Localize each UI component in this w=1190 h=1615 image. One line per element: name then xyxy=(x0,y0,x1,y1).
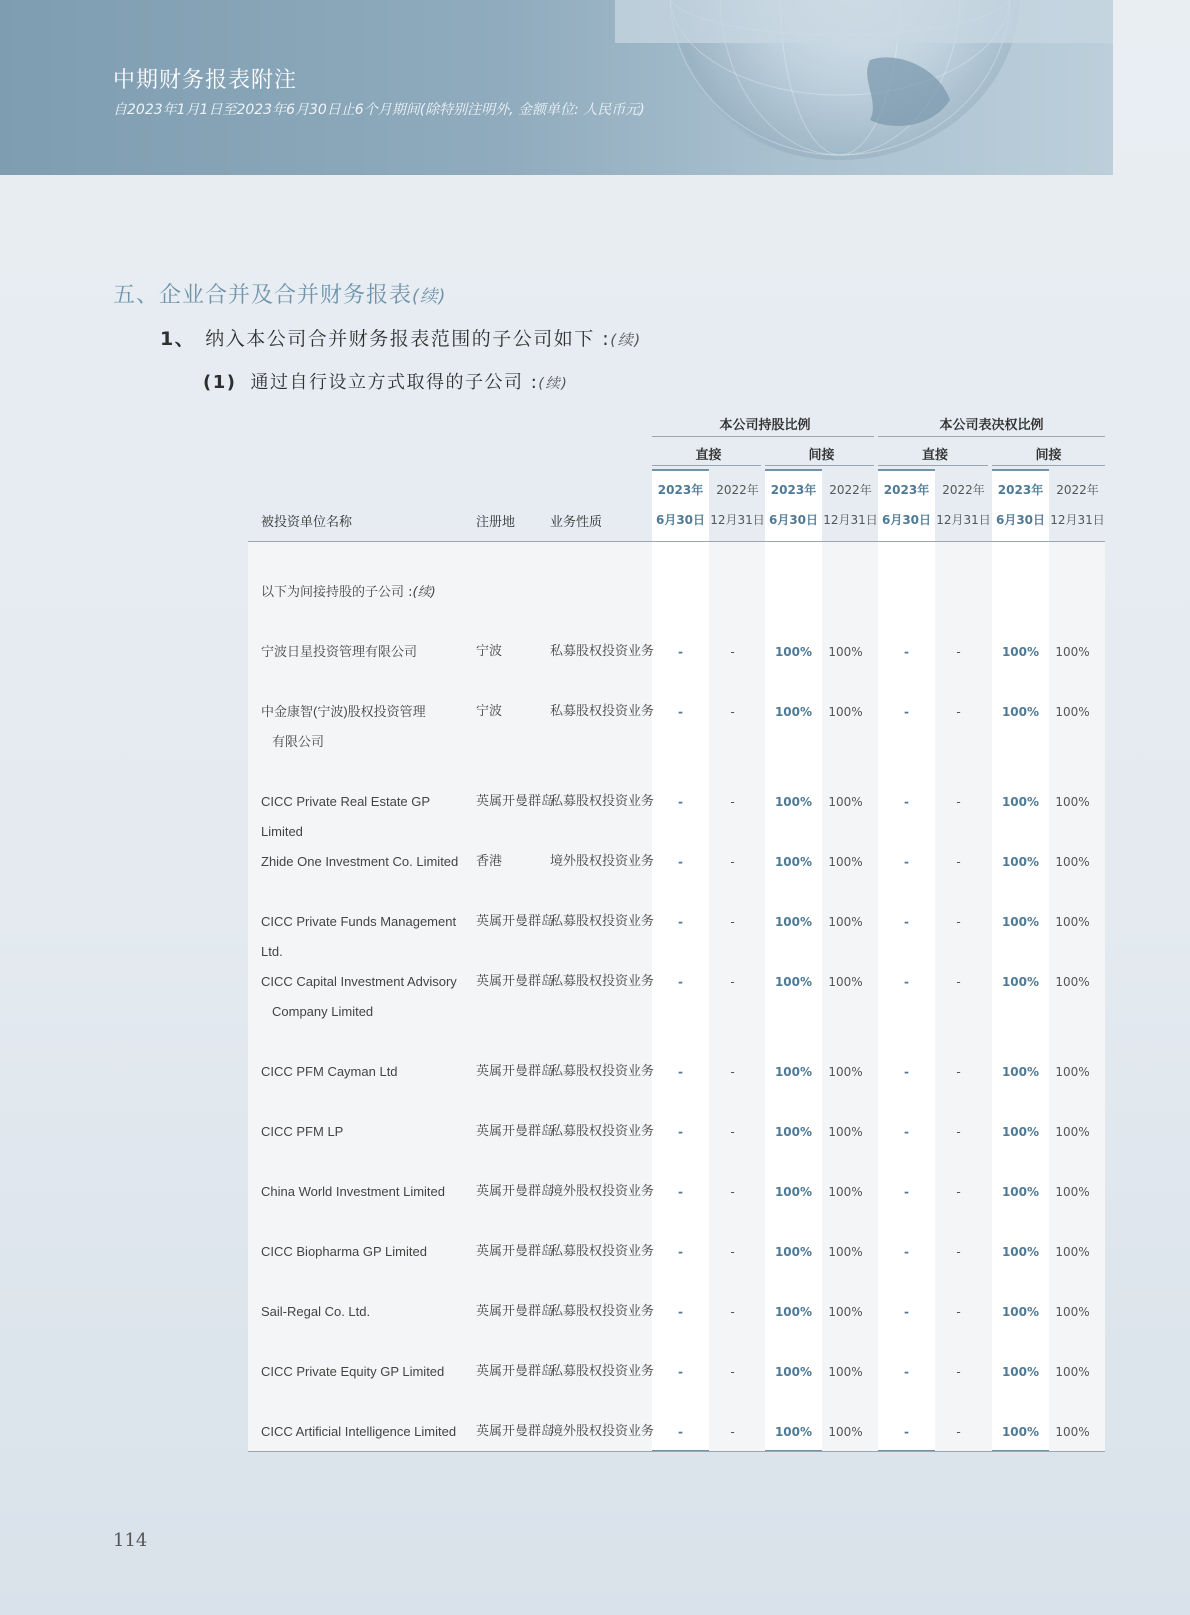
cell-registration: 英属开曼群岛 xyxy=(476,974,555,989)
sub-subsection-cont: (续) xyxy=(538,376,569,392)
cell-percentage: - xyxy=(678,1185,683,1199)
cell-percentage: 100% xyxy=(1055,855,1090,869)
subgroup-rule xyxy=(992,465,1105,466)
cell-percentage: 100% xyxy=(1001,1125,1040,1139)
date-header: 12月31日 xyxy=(823,513,878,527)
table-row xyxy=(0,697,1190,749)
table-row xyxy=(0,1057,1190,1087)
cell-entity-name: Sail-Regal Co. Ltd. xyxy=(261,1304,371,1319)
cell-percentage: 100% xyxy=(1001,1365,1040,1379)
cell-percentage: 100% xyxy=(1055,645,1090,659)
cell-percentage: - xyxy=(678,705,683,719)
cell-percentage: - xyxy=(730,855,735,869)
cell-percentage: 100% xyxy=(774,1425,813,1439)
column-header-business: 业务性质 xyxy=(550,515,603,530)
cell-percentage: 100% xyxy=(828,1305,863,1319)
subgroup-direct: 直接 xyxy=(921,448,948,463)
cell-percentage: 100% xyxy=(774,645,813,659)
cell-percentage: - xyxy=(730,1065,735,1079)
cell-percentage: 100% xyxy=(1055,1245,1090,1259)
table-row xyxy=(0,967,1190,1019)
cell-percentage: - xyxy=(904,855,909,869)
cell-percentage: 100% xyxy=(1055,1185,1090,1199)
sub-label-text: 以下为间接持股的子公司 : xyxy=(261,585,413,600)
cell-entity-name: 中金康智(宁波)股权投资管理 xyxy=(261,704,426,719)
cell-percentage: - xyxy=(730,975,735,989)
cell-percentage: - xyxy=(730,1305,735,1319)
cell-percentage: - xyxy=(904,1365,909,1379)
cell-registration: 英属开曼群岛 xyxy=(476,1244,555,1259)
cell-percentage: - xyxy=(678,1365,683,1379)
column-top-rule xyxy=(652,469,709,471)
cell-percentage: 100% xyxy=(774,1365,813,1379)
subsection-text: 纳入本公司合并财务报表范围的子公司如下 : xyxy=(205,328,611,350)
cell-entity-name: 宁波日星投资管理有限公司 xyxy=(261,644,418,659)
group-header-voting: 本公司表决权比例 xyxy=(939,418,1044,433)
subgroup-indirect: 间接 xyxy=(1035,448,1062,463)
cell-business: 私募股权投资业务 xyxy=(550,1124,655,1139)
cell-percentage: - xyxy=(904,1125,909,1139)
cell-percentage: 100% xyxy=(1001,975,1040,989)
cell-percentage: - xyxy=(956,855,961,869)
cell-percentage: - xyxy=(956,1245,961,1259)
cell-entity-name: CICC Private Equity GP Limited xyxy=(261,1364,445,1379)
cell-percentage: 100% xyxy=(828,795,863,809)
cell-percentage: - xyxy=(904,645,909,659)
subsection-heading xyxy=(160,324,642,351)
cell-business: 私募股权投资业务 xyxy=(550,1364,655,1379)
cell-percentage: - xyxy=(730,645,735,659)
cell-business: 私募股权投资业务 xyxy=(550,704,655,719)
cell-percentage: - xyxy=(904,1065,909,1079)
cell-registration: 英属开曼群岛 xyxy=(476,1424,555,1439)
cell-registration: 宁波 xyxy=(476,704,503,719)
cell-percentage: - xyxy=(730,1125,735,1139)
date-header: 6月30日 xyxy=(995,513,1046,527)
cell-business: 境外股权投资业务 xyxy=(550,854,655,869)
table-row xyxy=(0,847,1190,877)
cell-registration: 香港 xyxy=(476,854,503,869)
cell-entity-name: Zhide One Investment Co. Limited xyxy=(261,854,459,869)
cell-percentage: 100% xyxy=(774,1185,813,1199)
cell-percentage: 100% xyxy=(774,1125,813,1139)
cell-business: 境外股权投资业务 xyxy=(550,1424,655,1439)
cell-percentage: 100% xyxy=(774,1305,813,1319)
cell-entity-name: CICC PFM LP xyxy=(261,1124,344,1139)
cell-percentage: 100% xyxy=(1055,975,1090,989)
column-header-registration: 注册地 xyxy=(476,515,516,530)
cell-percentage: 100% xyxy=(1001,855,1040,869)
cell-registration: 英属开曼群岛 xyxy=(476,794,555,809)
cell-percentage: - xyxy=(904,975,909,989)
cell-percentage: - xyxy=(956,645,961,659)
cell-percentage: - xyxy=(730,1425,735,1439)
year-header: 2022年 xyxy=(829,483,872,497)
date-header: 6月30日 xyxy=(655,513,706,527)
cell-percentage: - xyxy=(678,1305,683,1319)
cell-business: 私募股权投资业务 xyxy=(550,644,655,659)
cell-percentage: 100% xyxy=(828,975,863,989)
column-top-rule xyxy=(878,469,935,471)
cell-percentage: - xyxy=(678,1245,683,1259)
cell-entity-name: CICC Biopharma GP Limited xyxy=(261,1244,427,1259)
cell-percentage: - xyxy=(730,915,735,929)
year-header: 2023年 xyxy=(657,483,704,497)
cell-percentage: 100% xyxy=(828,915,863,929)
cell-percentage: - xyxy=(956,1185,961,1199)
sub-label-cont: (续) xyxy=(412,585,436,600)
column-header-name: 被投资单位名称 xyxy=(261,515,353,530)
cell-percentage: 100% xyxy=(828,1185,863,1199)
cell-percentage: - xyxy=(678,1425,683,1439)
cell-percentage: - xyxy=(956,975,961,989)
cell-percentage: 100% xyxy=(1055,795,1090,809)
cell-percentage: 100% xyxy=(828,1125,863,1139)
header-rule xyxy=(248,541,1105,542)
cell-percentage: 100% xyxy=(774,915,813,929)
cell-percentage: - xyxy=(904,705,909,719)
date-header: 12月31日 xyxy=(1050,513,1105,527)
cell-percentage: 100% xyxy=(1055,1305,1090,1319)
year-header: 2022年 xyxy=(1056,483,1099,497)
cell-entity-name-cont: 有限公司 xyxy=(272,734,325,749)
subgroup-indirect: 间接 xyxy=(808,448,835,463)
section-cont: (续) xyxy=(412,287,447,307)
date-header: 12月31日 xyxy=(710,513,765,527)
cell-entity-name-cont: Company Limited xyxy=(272,1004,374,1019)
cell-percentage: 100% xyxy=(1001,1065,1040,1079)
cell-entity-name: China World Investment Limited xyxy=(261,1184,446,1199)
cell-percentage: 100% xyxy=(1001,1185,1040,1199)
subgroup-direct: 直接 xyxy=(695,448,722,463)
sub-subsection-number: (1) xyxy=(203,372,237,393)
cell-percentage: 100% xyxy=(1055,1065,1090,1079)
cell-percentage: 100% xyxy=(1055,1125,1090,1139)
cell-percentage: - xyxy=(904,915,909,929)
cell-percentage: 100% xyxy=(774,855,813,869)
year-header: 2022年 xyxy=(942,483,985,497)
cell-entity-name: CICC PFM Cayman Ltd xyxy=(261,1064,398,1079)
cell-percentage: - xyxy=(678,855,683,869)
subsection-cont: (续) xyxy=(610,331,642,349)
date-header: 12月31日 xyxy=(936,513,991,527)
cell-percentage: 100% xyxy=(828,1425,863,1439)
cell-percentage: 100% xyxy=(828,1065,863,1079)
cell-percentage: 100% xyxy=(774,975,813,989)
cell-percentage: - xyxy=(956,1305,961,1319)
year-header: 2023年 xyxy=(770,483,817,497)
cell-business: 私募股权投资业务 xyxy=(550,794,655,809)
table-bottom-rule xyxy=(248,1451,1105,1452)
table-row xyxy=(0,1417,1190,1447)
column-top-rule xyxy=(992,469,1049,471)
year-header: 2023年 xyxy=(997,483,1044,497)
page-number: 114 xyxy=(113,1530,148,1551)
group-rule xyxy=(652,436,874,437)
cell-percentage: 100% xyxy=(828,705,863,719)
cell-percentage: - xyxy=(956,1425,961,1439)
table-sub-label xyxy=(261,581,436,600)
cell-percentage: - xyxy=(956,1065,961,1079)
cell-business: 私募股权投资业务 xyxy=(550,1304,655,1319)
cell-percentage: - xyxy=(956,705,961,719)
cell-percentage: 100% xyxy=(1055,1425,1090,1439)
cell-registration: 宁波 xyxy=(476,644,503,659)
cell-percentage: 100% xyxy=(774,1245,813,1259)
cell-percentage: 100% xyxy=(774,705,813,719)
table-row xyxy=(0,1177,1190,1207)
sub-subsection-text: 通过自行设立方式取得的子公司 : xyxy=(250,372,539,393)
cell-registration: 英属开曼群岛 xyxy=(476,1364,555,1379)
cell-percentage: - xyxy=(904,1245,909,1259)
cell-percentage: 100% xyxy=(1001,915,1040,929)
table-row xyxy=(0,907,1190,959)
report-period: 自2023年1月1日至2023年6月30日止6个月期间(除特别注明外, 金额单位: 人民币元) xyxy=(113,102,645,118)
cell-business: 私募股权投资业务 xyxy=(550,974,655,989)
cell-percentage: - xyxy=(678,795,683,809)
subsection-number: 1、 xyxy=(160,328,196,350)
header-banner xyxy=(0,0,1113,175)
cell-percentage: 100% xyxy=(1001,1305,1040,1319)
cell-percentage: - xyxy=(678,975,683,989)
cell-percentage: - xyxy=(730,1185,735,1199)
cell-registration: 英属开曼群岛 xyxy=(476,1184,555,1199)
cell-percentage: 100% xyxy=(828,855,863,869)
cell-percentage: - xyxy=(904,795,909,809)
cell-registration: 英属开曼群岛 xyxy=(476,1304,555,1319)
cell-registration: 英属开曼群岛 xyxy=(476,914,555,929)
group-header-holding: 本公司持股比例 xyxy=(719,418,811,433)
table-row xyxy=(0,637,1190,667)
banner-strip xyxy=(615,0,1113,43)
section-title-text: 五、企业合并及合并财务报表 xyxy=(113,283,413,308)
subgroup-rule xyxy=(765,465,874,466)
cell-business: 私募股权投资业务 xyxy=(550,1064,655,1079)
table-row xyxy=(0,1297,1190,1327)
cell-registration: 英属开曼群岛 xyxy=(476,1124,555,1139)
cell-percentage: - xyxy=(730,705,735,719)
sub-subsection-heading xyxy=(203,368,568,394)
cell-percentage: 100% xyxy=(1001,705,1040,719)
table-row xyxy=(0,1237,1190,1267)
table-row xyxy=(0,787,1190,839)
cell-percentage: - xyxy=(678,915,683,929)
cell-percentage: 100% xyxy=(828,1365,863,1379)
cell-percentage: - xyxy=(904,1305,909,1319)
cell-percentage: 100% xyxy=(774,795,813,809)
cell-percentage: - xyxy=(956,915,961,929)
cell-business: 境外股权投资业务 xyxy=(550,1184,655,1199)
cell-percentage: - xyxy=(730,1245,735,1259)
cell-percentage: 100% xyxy=(1001,1245,1040,1259)
cell-percentage: 100% xyxy=(774,1065,813,1079)
table-row xyxy=(0,1117,1190,1147)
date-header: 6月30日 xyxy=(768,513,819,527)
cell-business: 私募股权投资业务 xyxy=(550,1244,655,1259)
cell-entity-name: CICC Capital Investment Advisory xyxy=(261,974,457,989)
cell-percentage: 100% xyxy=(828,645,863,659)
date-header: 6月30日 xyxy=(881,513,932,527)
cell-percentage: - xyxy=(956,1125,961,1139)
cell-percentage: - xyxy=(904,1185,909,1199)
cell-percentage: - xyxy=(956,795,961,809)
subgroup-rule xyxy=(878,465,988,466)
cell-entity-name: CICC Private Real Estate GP Limited xyxy=(261,794,430,839)
cell-registration: 英属开曼群岛 xyxy=(476,1064,555,1079)
cell-percentage: - xyxy=(956,1365,961,1379)
subgroup-rule xyxy=(652,465,761,466)
cell-percentage: - xyxy=(678,1065,683,1079)
cell-percentage: - xyxy=(730,1365,735,1379)
cell-percentage: 100% xyxy=(1055,915,1090,929)
group-rule xyxy=(878,436,1105,437)
year-header: 2023年 xyxy=(883,483,930,497)
cell-percentage: - xyxy=(678,1125,683,1139)
cell-percentage: - xyxy=(678,645,683,659)
column-top-rule xyxy=(765,469,822,471)
cell-business: 私募股权投资业务 xyxy=(550,914,655,929)
cell-percentage: 100% xyxy=(1055,705,1090,719)
table-row xyxy=(0,1357,1190,1387)
year-header: 2022年 xyxy=(716,483,759,497)
cell-percentage: 100% xyxy=(1001,645,1040,659)
section-title xyxy=(113,278,446,309)
cell-percentage: 100% xyxy=(828,1245,863,1259)
cell-entity-name: CICC Artificial Intelligence Limited xyxy=(261,1424,457,1439)
cell-percentage: 100% xyxy=(1055,1365,1090,1379)
cell-entity-name: CICC Private Funds Management Ltd. xyxy=(261,914,457,959)
cell-percentage: - xyxy=(730,795,735,809)
cell-percentage: 100% xyxy=(1001,1425,1040,1439)
cell-percentage: 100% xyxy=(1001,795,1040,809)
cell-percentage: - xyxy=(904,1425,909,1439)
report-title: 中期财务报表附注 xyxy=(113,68,298,93)
